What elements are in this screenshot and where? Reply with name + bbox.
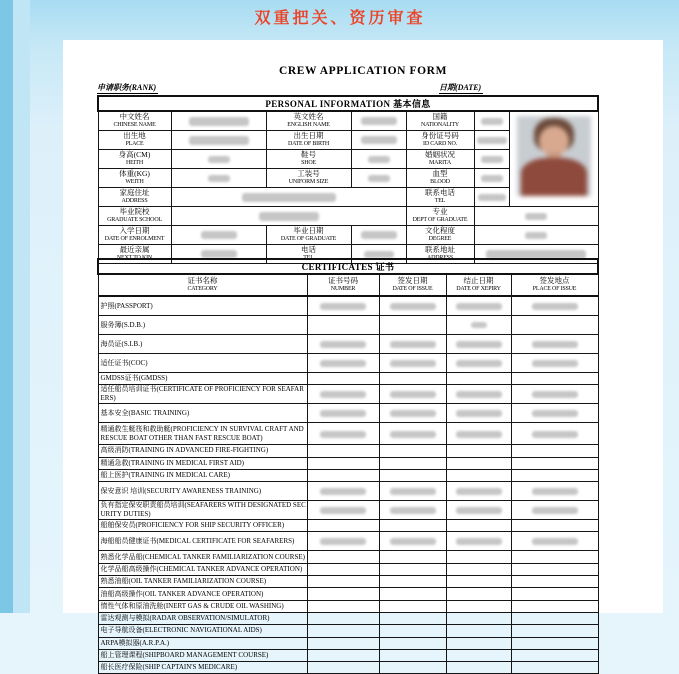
certificate-row (98, 600, 598, 612)
certificate-cell (511, 423, 598, 445)
certificate-name: 保安意识 培训(SECURITY AWARENESS TRAINING) (98, 482, 307, 501)
certificate-row (98, 532, 598, 551)
certificates-section-title: CERTIFICATES 证书 (98, 259, 598, 274)
redacted-value (525, 213, 547, 220)
certificate-row (98, 423, 598, 445)
certificate-row (98, 404, 598, 423)
certificate-cell (379, 520, 446, 532)
certificate-row (98, 335, 598, 354)
redacted-value (361, 231, 397, 239)
certificate-cell (511, 469, 598, 481)
certificate-cell (307, 662, 379, 674)
label-contact-tel: 联系电话 TEL (406, 188, 474, 207)
certificate-cell (379, 600, 446, 612)
redacted-value (456, 360, 502, 367)
rank-label: 申请职务(RANK) (97, 83, 157, 92)
redacted-value (208, 156, 230, 163)
certificate-cell (446, 335, 511, 354)
certificate-cell (446, 532, 511, 551)
certificate-name: ARPA模拟器(A.R.P.A.) (98, 637, 307, 649)
certificate-cell (379, 612, 446, 624)
certificate-cell (307, 532, 379, 551)
col-number: 证书号码 NUMBER (307, 274, 379, 296)
certificate-cell (307, 482, 379, 501)
col-category: 证书名称 CATEGORY (98, 274, 307, 296)
certificate-row (98, 551, 598, 563)
certificate-cell (379, 588, 446, 600)
certificate-row (98, 316, 598, 335)
label-shoe: 鞋号 SHOE (266, 150, 351, 169)
certificate-cell (446, 445, 511, 457)
certificate-cell (511, 520, 598, 532)
certificate-name: 油船高级操作(OIL TANKER ADVANCE OPERATION) (98, 588, 307, 600)
value-marital (474, 150, 509, 169)
redacted-value (456, 488, 502, 495)
certificate-name: 护照(PASSPORT) (98, 296, 307, 316)
redacted-value (368, 156, 390, 163)
redacted-value (390, 360, 436, 367)
value-uniform (351, 169, 406, 188)
certificate-cell (307, 600, 379, 612)
personal-row (98, 226, 598, 245)
certificate-row (98, 576, 598, 588)
banner-title: 双重把关、资历审查 (254, 10, 426, 27)
certificate-row (98, 296, 598, 316)
certificate-row (98, 662, 598, 674)
certificate-name: 精通救生艇筏和救助艇(PROFICIENCY IN SURVIVAL CRAFT AND RESCUE BOAT OTHER THAN FAST RESCUE BOAT) (98, 423, 307, 445)
certificate-row (98, 637, 598, 649)
value-contact-tel (474, 188, 509, 207)
value-blood (474, 169, 509, 188)
certificate-cell (379, 373, 446, 385)
certificate-cell (379, 296, 446, 316)
certificate-cell (307, 637, 379, 649)
personal-info-table (97, 95, 599, 264)
redacted-value (189, 117, 249, 126)
certificate-row (98, 625, 598, 637)
certificate-cell (379, 404, 446, 423)
redacted-value (456, 303, 502, 310)
certificate-name: 高级消防(TRAINING IN ADVANCED FIRE-FIGHTING) (98, 445, 307, 457)
certificate-row (98, 354, 598, 373)
col-place-of-issue: 签发地点 PLACE OF ISSUE (511, 274, 598, 296)
certificate-name: 精通急救(TRAINING IN MEDICAL FIRST AID) (98, 457, 307, 469)
col-date-of-expiry: 结止日期 DATE OF XEPIRY (446, 274, 511, 296)
certificate-cell (511, 335, 598, 354)
certificate-name: 电子导航设备(ELECTRONIC NAVIGATIONAL AIDS) (98, 625, 307, 637)
certificate-cell (511, 404, 598, 423)
certificate-cell (379, 649, 446, 661)
certificate-cell (511, 563, 598, 575)
certificate-name: 船上管理课程(SHIPBOARD MANAGEMENT COURSE) (98, 649, 307, 661)
value-id-card (474, 131, 509, 150)
certificate-cell (379, 457, 446, 469)
certificate-cell (446, 423, 511, 445)
certificate-cell (307, 457, 379, 469)
certificate-name: 服务簿(S.D.B.) (98, 316, 307, 335)
certificate-cell (307, 576, 379, 588)
certificate-cell (307, 404, 379, 423)
certificate-cell (307, 520, 379, 532)
certificate-cell (307, 563, 379, 575)
certificate-cell (446, 469, 511, 481)
certificate-cell (379, 625, 446, 637)
value-enrolment (171, 226, 266, 245)
label-place: 出生地 PLACE (98, 131, 171, 150)
redacted-value (390, 303, 436, 310)
label-uniform: 工装号 UNIFORM SIZE (266, 169, 351, 188)
personal-row (98, 207, 598, 226)
redacted-value (478, 194, 506, 201)
redacted-value (208, 175, 230, 182)
certificate-cell (307, 335, 379, 354)
certificate-cell (307, 612, 379, 624)
value-nationality (474, 111, 509, 131)
certificate-cell (307, 649, 379, 661)
certificate-cell (511, 385, 598, 404)
certificate-name: 熟悉油船(OIL TANKER FAMILIARIZATION COURSE) (98, 576, 307, 588)
certificate-row (98, 588, 598, 600)
certificate-cell (307, 296, 379, 316)
redacted-value (390, 391, 436, 398)
redacted-value (390, 488, 436, 495)
certificate-cell (379, 385, 446, 404)
certificate-name: 负有指定保安职责船员培训(SEAFARERS WITH DESIGNATED SECURITY DUTIES) (98, 501, 307, 520)
certificate-cell (379, 501, 446, 520)
certificate-cell (511, 373, 598, 385)
certificate-cell (307, 316, 379, 335)
redacted-value (390, 431, 436, 438)
value-english-name (351, 111, 406, 131)
certificate-cell (511, 482, 598, 501)
left-stripe-light (13, 0, 30, 613)
redacted-value (532, 488, 578, 495)
redacted-value (361, 136, 397, 144)
certificate-name: 船长医疗保险(SHIP CAPTAIN'S MEDICARE) (98, 662, 307, 674)
certificate-name: 海员证(S.I.B.) (98, 335, 307, 354)
certificate-cell (446, 612, 511, 624)
redacted-value (532, 341, 578, 348)
certificate-cell (446, 404, 511, 423)
certificate-cell (307, 469, 379, 481)
certificate-cell (511, 576, 598, 588)
certificate-row (98, 385, 598, 404)
certificate-cell (446, 457, 511, 469)
redacted-value (481, 118, 503, 125)
certificate-name: 熟悉化学品船(CHEMICAL TANKER FAMILIARIZATION COURSE) (98, 551, 307, 563)
redacted-value (456, 538, 502, 545)
value-place (171, 131, 266, 150)
certificate-cell (511, 532, 598, 551)
certificate-cell (511, 612, 598, 624)
certificate-cell (379, 532, 446, 551)
redacted-value (456, 431, 502, 438)
redacted-value (320, 360, 366, 367)
certificate-cell (307, 501, 379, 520)
redacted-value (259, 212, 319, 221)
applicant-photo-cell (509, 111, 598, 207)
certificate-row (98, 457, 598, 469)
redacted-value (320, 303, 366, 310)
certificate-cell (446, 373, 511, 385)
certificate-cell (379, 563, 446, 575)
certificate-row (98, 563, 598, 575)
certificate-cell (446, 576, 511, 588)
label-blood: 血型 BLOOD (406, 169, 474, 188)
certificate-cell (511, 600, 598, 612)
redacted-value (242, 193, 336, 202)
certificate-name: 适任证书(COC) (98, 354, 307, 373)
form-title: CREW APPLICATION FORM (278, 65, 448, 77)
personal-section-title: PERSONAL INFORMATION 基本信息 (98, 96, 598, 111)
certificate-cell (379, 576, 446, 588)
redacted-value (320, 431, 366, 438)
certificate-name: GMDSS证书(GMDSS) (98, 373, 307, 385)
label-home-address: 家庭住址 ADDRESS (98, 188, 171, 207)
redacted-value (456, 341, 502, 348)
redacted-value (532, 303, 578, 310)
redacted-value (201, 231, 237, 239)
redacted-value (390, 341, 436, 348)
certificate-cell (511, 501, 598, 520)
value-graduate-school (171, 207, 406, 226)
certificate-cell (379, 482, 446, 501)
certificate-cell (379, 637, 446, 649)
redacted-value (456, 391, 502, 398)
redacted-value (320, 410, 366, 417)
certificates-table (97, 258, 599, 674)
label-nationality: 国籍 NATIONALITY (406, 111, 474, 131)
certificate-cell (307, 625, 379, 637)
certificate-row (98, 649, 598, 661)
certificate-name: 化学品船高级操作(CHEMICAL TANKER ADVANCE OPERATION) (98, 563, 307, 575)
label-contact-address: 联系地址 ADDRESS (406, 245, 474, 264)
certificate-cell (446, 662, 511, 674)
certificate-cell (446, 637, 511, 649)
value-weight (171, 169, 266, 188)
label-enrolment: 入学日期 DATE OF ENROLMENT (98, 226, 171, 245)
redacted-value (456, 507, 502, 514)
label-height: 身高(CM) HEITH (98, 150, 171, 169)
certificate-cell (379, 551, 446, 563)
label-graduate-date: 毕业日期 DATE OF GRADUATE (266, 226, 351, 245)
label-kin-tel: 电话 TEL (266, 245, 351, 264)
certificate-name: 基本安全(BASIC TRAINING) (98, 404, 307, 423)
certificate-cell (379, 469, 446, 481)
redacted-value (532, 391, 578, 398)
redacted-value (471, 322, 487, 328)
certificate-cell (511, 649, 598, 661)
certificate-cell (511, 316, 598, 335)
certificate-cell (511, 551, 598, 563)
redacted-value (481, 175, 503, 182)
redacted-value (364, 251, 394, 258)
redacted-value (390, 538, 436, 545)
certificate-cell (446, 563, 511, 575)
certificates-body (98, 296, 598, 674)
document-page (63, 40, 663, 672)
certificate-name: 船舶保安员(PROFICIENCY FOR SHIP SECURITY OFFICER) (98, 520, 307, 532)
certificate-cell (307, 551, 379, 563)
certificate-name: 惰性气体和原油洗舱(INERT GAS & CRUDE OIL WASHING) (98, 600, 307, 612)
certificate-cell (446, 501, 511, 520)
certificate-cell (446, 625, 511, 637)
certificate-cell (379, 335, 446, 354)
redacted-value (320, 341, 366, 348)
label-degree: 文化程度 DEGREE (406, 226, 474, 245)
redacted-value (456, 410, 502, 417)
certificate-name: 船上医护(TRAINING IN MEDICAL CARE) (98, 469, 307, 481)
redacted-value (532, 431, 578, 438)
certificate-row (98, 469, 598, 481)
certificate-cell (446, 551, 511, 563)
label-english-name: 英文姓名 ENGLISH NAME (266, 111, 351, 131)
certificate-cell (511, 457, 598, 469)
value-chinese-name (171, 111, 266, 131)
label-dob: 出生日期 DATE OF BIRTH (266, 131, 351, 150)
certificate-row (98, 373, 598, 385)
certificate-row (98, 520, 598, 532)
redacted-value (532, 538, 578, 545)
label-marital: 婚姻状况 MARITA (406, 150, 474, 169)
certificate-cell (511, 296, 598, 316)
value-height (171, 150, 266, 169)
personal-row (98, 111, 598, 131)
certificate-row (98, 445, 598, 457)
label-weight: 体重(KG) WEITH (98, 169, 171, 188)
redacted-value (532, 360, 578, 367)
certificate-cell (511, 662, 598, 674)
certificate-cell (307, 445, 379, 457)
certificates-header-row (98, 274, 598, 296)
certificate-cell (446, 354, 511, 373)
certificate-cell (379, 662, 446, 674)
certificate-cell (446, 316, 511, 335)
value-home-address (171, 188, 406, 207)
label-chinese-name: 中文姓名 CHINESE NAME (98, 111, 171, 131)
certificate-cell (446, 296, 511, 316)
label-graduate-school: 毕业院校 GRADUATE SCHOOL (98, 207, 171, 226)
certificate-cell (379, 354, 446, 373)
certificate-cell (307, 354, 379, 373)
value-graduate-date (351, 226, 406, 245)
certificate-cell (307, 373, 379, 385)
certificate-name: 雷达观测与模拟(RADAR OBSERVATION/SIMULATOR) (98, 612, 307, 624)
certificate-row (98, 501, 598, 520)
applicant-photo (517, 116, 591, 196)
certificate-name: 海船船员健康证书(MEDICAL CERTIFICATE FOR SEAFARERS) (98, 532, 307, 551)
certificate-cell (446, 520, 511, 532)
redacted-value (320, 488, 366, 495)
certificate-cell (307, 588, 379, 600)
redacted-value (390, 507, 436, 514)
left-stripe-dark (0, 0, 13, 613)
redacted-value (532, 410, 578, 417)
certificate-cell (511, 588, 598, 600)
certificate-cell (307, 423, 379, 445)
certificate-cell (511, 354, 598, 373)
certificate-cell (307, 385, 379, 404)
certificate-cell (446, 649, 511, 661)
certificate-name: 适任船员培训证书(CERTIFICATE OF PROFICIENCY FOR SEAFARERS) (98, 385, 307, 404)
certificate-cell (379, 316, 446, 335)
redacted-value (320, 538, 366, 545)
date-label: 日期(DATE) (439, 83, 482, 92)
redacted-value (368, 175, 390, 182)
value-dept (474, 207, 598, 226)
certificate-cell (379, 423, 446, 445)
certificate-cell (446, 588, 511, 600)
redacted-value (532, 507, 578, 514)
redacted-value (525, 232, 547, 239)
certificate-cell (511, 625, 598, 637)
label-next-of-kin: 最近亲属 NEXT TO KIN (98, 245, 171, 264)
certificate-cell (511, 445, 598, 457)
redacted-value (189, 136, 249, 145)
redacted-value (320, 391, 366, 398)
value-shoe (351, 150, 406, 169)
redacted-value (320, 507, 366, 514)
certificate-cell (379, 445, 446, 457)
certificate-row (98, 612, 598, 624)
value-dob (351, 131, 406, 150)
redacted-value (477, 137, 507, 144)
certificate-cell (446, 600, 511, 612)
label-dept: 专业 DEPT OF GRADUATE (406, 207, 474, 226)
label-id-card: 身份证号码 ID CARD NO. (406, 131, 474, 150)
redacted-value (481, 156, 503, 163)
redacted-value (361, 117, 397, 125)
redacted-value (390, 410, 436, 417)
certificate-row (98, 482, 598, 501)
certificate-cell (446, 385, 511, 404)
certificate-cell (446, 482, 511, 501)
value-degree (474, 226, 598, 245)
certificate-cell (511, 637, 598, 649)
photo-shoulders (521, 158, 587, 196)
col-date-of-issue: 签发日期 DATE OF ISSUE (379, 274, 446, 296)
